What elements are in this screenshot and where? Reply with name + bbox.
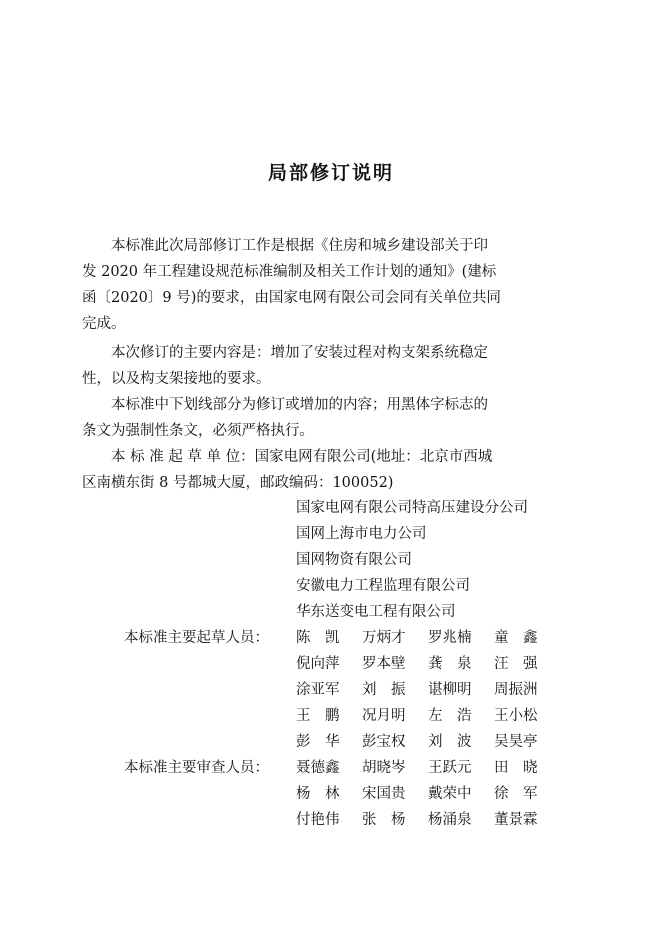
participating-org: 国网上海市电力公司 [296, 526, 427, 542]
person-name: 胡晓岑 [362, 760, 406, 776]
person-name: 吴昊亭 [494, 734, 538, 750]
person-name: 彭宝权 [362, 734, 406, 750]
person-name: 田 晓 [494, 760, 538, 776]
person-name: 付艳伟 [296, 812, 340, 828]
person-name: 聂德鑫 [296, 760, 340, 776]
person-name: 王小松 [494, 708, 538, 724]
person-name: 彭 华 [296, 734, 340, 750]
participating-org: 国家电网有限公司特高压建设分公司 [296, 500, 528, 516]
person-name: 刘 振 [362, 682, 406, 698]
person-name: 杨 林 [296, 786, 340, 802]
person-name: 宋国贵 [362, 786, 406, 802]
person-name: 涂亚军 [296, 682, 340, 698]
drafters-row [296, 730, 554, 751]
reviewers-row [296, 782, 554, 803]
paragraph-drafting-unit [82, 444, 590, 496]
person-name: 罗兆楠 [428, 630, 472, 646]
participating-org: 华东送变电工程有限公司 [296, 604, 456, 620]
participating-org: 安徽电力工程监理有限公司 [296, 578, 470, 594]
participating-org: 国网物资有限公司 [296, 552, 412, 568]
person-name: 况月明 [362, 708, 406, 724]
text-line: 本标准中下划线部分为修订或增加的内容；用黑体字标志的 [82, 397, 488, 413]
person-name: 左 浩 [428, 708, 472, 724]
text-line: 完成。 [82, 316, 126, 332]
person-name: 周振洲 [494, 682, 538, 698]
person-name: 倪向萍 [296, 656, 340, 672]
person-name: 张 杨 [362, 812, 406, 828]
person-name: 万炳才 [362, 630, 406, 646]
person-name: 王 鹏 [296, 708, 340, 724]
person-name: 刘 波 [428, 734, 472, 750]
text-line: 性，以及构支架接地的要求。 [82, 371, 271, 387]
text-line: 函〔2020〕9 号)的要求，由国家电网有限公司会同有关单位共同 [82, 290, 501, 306]
drafters-label: 本标准主要起草人员： [124, 630, 269, 646]
text-line: 条文为强制性条文，必须严格执行。 [82, 423, 314, 439]
drafters-row [296, 652, 554, 673]
person-name: 汪 强 [494, 656, 538, 672]
person-name: 戴荣中 [428, 786, 472, 802]
reviewers-row [296, 756, 554, 777]
reviewers-label: 本标准主要审查人员： [124, 760, 269, 776]
paragraph-revision-basis [82, 233, 590, 337]
person-name: 龚 泉 [428, 656, 472, 672]
person-name: 谌柳明 [428, 682, 472, 698]
person-name: 陈 凯 [296, 630, 340, 646]
text-line: 发 2020 年工程建设规范标准编制及相关工作计划的通知》(建标 [82, 264, 497, 280]
person-name: 董景霖 [494, 812, 538, 828]
person-name: 罗本壁 [362, 656, 406, 672]
reviewers-row [296, 808, 554, 829]
drafters-row [296, 678, 554, 699]
paragraph-underline-note [82, 392, 590, 444]
drafters-row [296, 704, 554, 725]
text-line: 本次修订的主要内容是：增加了安装过程对构支架系统稳定 [82, 345, 488, 361]
text-line: 区南横东街 8 号都城大厦，邮政编码：100052) [82, 475, 394, 491]
drafters-row [296, 626, 554, 647]
person-name: 童 鑫 [494, 630, 538, 646]
person-name: 王跃元 [428, 760, 472, 776]
person-name: 杨涌泉 [428, 812, 472, 828]
paragraph-revision-content [82, 340, 590, 392]
text-line: 本标准此次局部修订工作是根据《住房和城乡建设部关于印 [82, 238, 488, 254]
person-name: 徐 军 [494, 786, 538, 802]
text-line: 本 标 准 起 草 单 位：国家电网有限公司(地址：北京市西城 [82, 449, 493, 465]
page-title: 局部修订说明 [267, 162, 394, 184]
